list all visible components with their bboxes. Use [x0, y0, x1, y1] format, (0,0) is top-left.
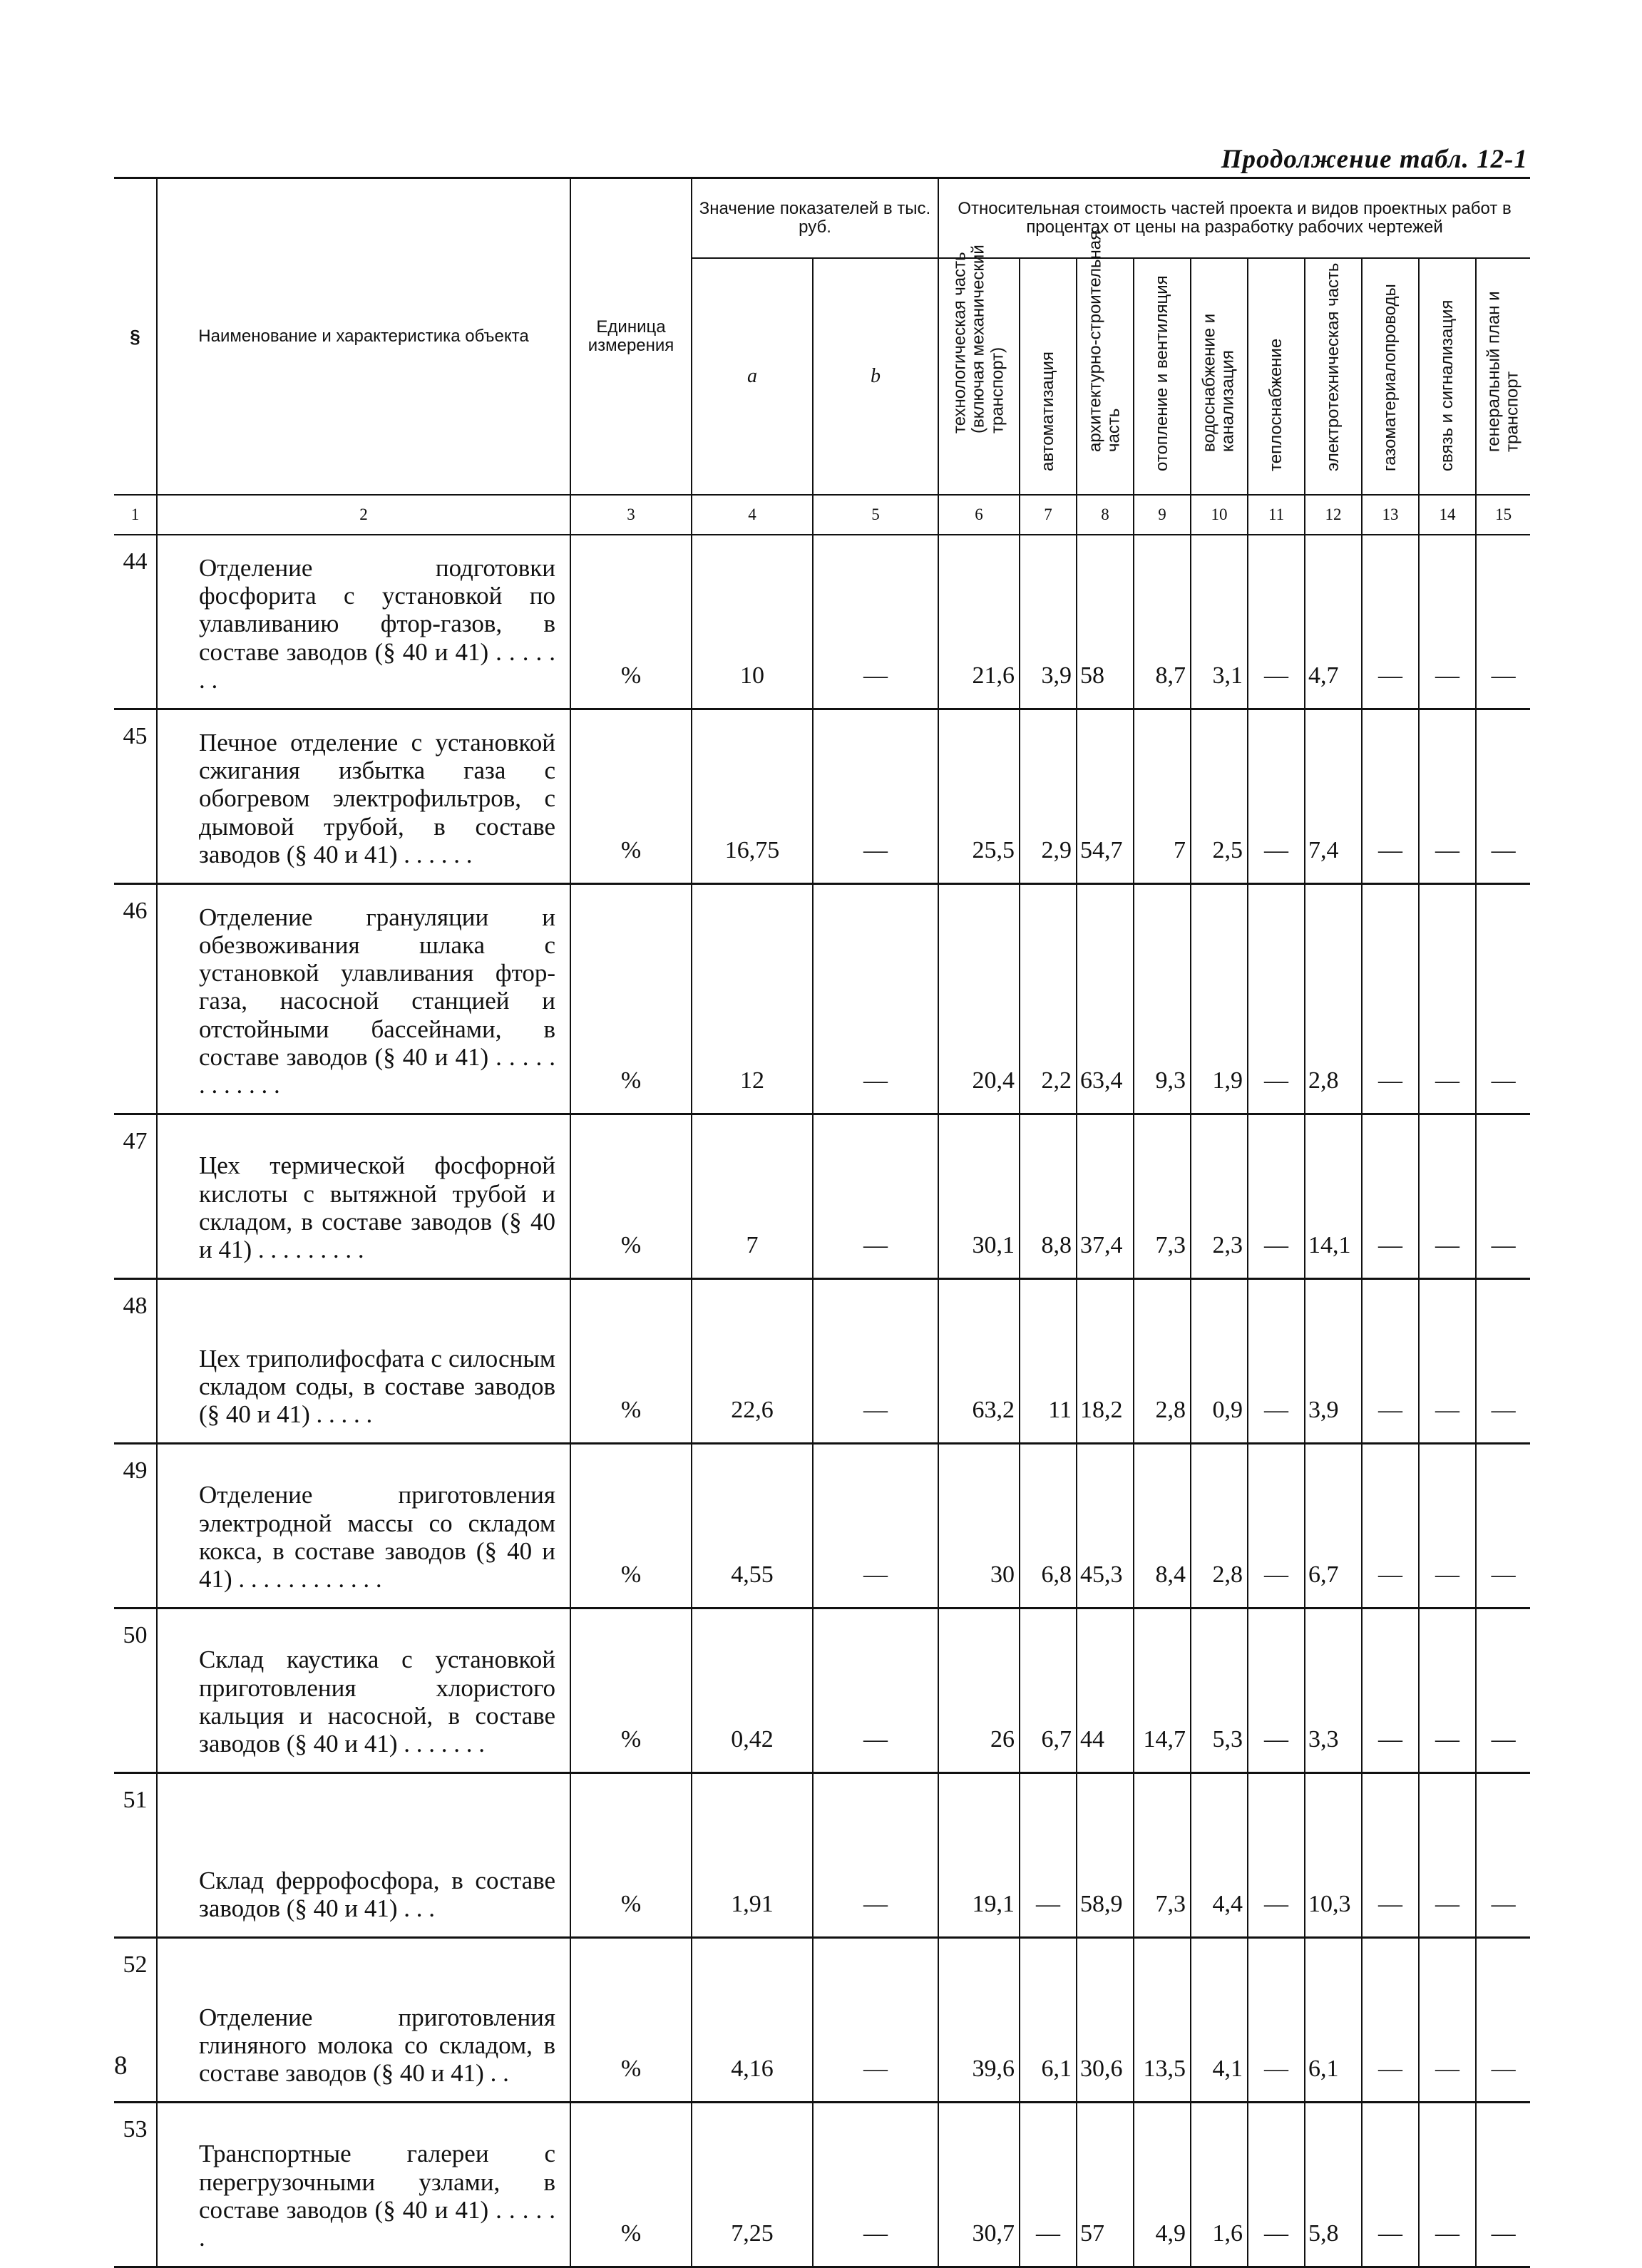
row-part-value: 20,4 — [938, 883, 1020, 1114]
row-value-b: — — [813, 1114, 938, 1279]
row-part-value: 58 — [1077, 535, 1134, 709]
row-part-value: — — [1476, 1114, 1530, 1279]
column-number: 15 — [1476, 495, 1530, 535]
row-part-value: 6,8 — [1020, 1444, 1077, 1608]
row-part-value: 4,1 — [1191, 1938, 1248, 2103]
row-part-value: 58,9 — [1077, 1773, 1134, 1938]
row-part-value: 1,9 — [1191, 883, 1248, 1114]
row-part-value: — — [1362, 1444, 1419, 1608]
row-part-value: — — [1476, 1444, 1530, 1608]
row-part-value: 14,1 — [1305, 1114, 1362, 1279]
row-part-value: 1,6 — [1191, 2103, 1248, 2267]
row-part-value: 13,5 — [1134, 1938, 1191, 2103]
header-part-6 — [1248, 258, 1305, 495]
row-part-value: 30,1 — [938, 1114, 1020, 1279]
row-part-value: 8,4 — [1134, 1444, 1191, 1608]
column-number: 12 — [1305, 495, 1362, 535]
row-unit: % — [570, 1279, 692, 1444]
row-value-b: — — [813, 1938, 938, 2103]
row-name: Цех термической фосфорной кислоты с вытяжной трубой и складом, в составе заводов (§ 40 и 41) . . . . . . . . . — [157, 1114, 570, 1279]
header-part-label: газоматериалопроводы — [1380, 283, 1400, 471]
header-values-group: Значение показателей в тыс. руб. — [692, 178, 938, 259]
row-part-value: 5,8 — [1305, 2103, 1362, 2267]
header-name: Наименование и характеристика объекта — [157, 178, 570, 496]
header-part-label: архитектурно-строительная часть — [1085, 231, 1124, 453]
row-part-value: 3,1 — [1191, 535, 1248, 709]
row-number: 44 — [114, 535, 157, 709]
row-part-value: — — [1476, 2103, 1530, 2267]
row-part-value: — — [1362, 709, 1419, 883]
header-cost-group: Относительная стоимость частей проекта и видов проектных работ в процентах от цены на разработку рабочих чертежей — [938, 178, 1530, 259]
row-value-a: 7 — [692, 1114, 813, 1279]
column-number: 9 — [1134, 495, 1191, 535]
row-unit: % — [570, 1938, 692, 2103]
row-part-value: 2,3 — [1191, 1114, 1248, 1279]
table-row — [114, 1279, 1530, 1444]
row-part-value: — — [1362, 883, 1419, 1114]
header-part-3 — [1077, 231, 1134, 495]
header-part-1 — [938, 245, 1020, 495]
row-part-value: — — [1419, 2103, 1476, 2267]
table-row — [114, 1773, 1530, 1938]
row-value-b: — — [813, 883, 938, 1114]
row-part-value: 2,9 — [1020, 709, 1077, 883]
table-row — [114, 709, 1530, 883]
row-part-value: — — [1248, 2103, 1305, 2267]
table-row — [114, 535, 1530, 709]
row-part-value: 3,3 — [1305, 1608, 1362, 1773]
row-part-value: 7,4 — [1305, 709, 1362, 883]
row-part-value: 2,8 — [1305, 883, 1362, 1114]
header-part-label: технологическая часть (включая механический транспорт) — [950, 245, 1007, 433]
row-part-value: — — [1476, 1279, 1530, 1444]
row-number: 52 — [114, 1938, 157, 2103]
row-part-value: 37,4 — [1077, 1114, 1134, 1279]
row-part-value: 44 — [1077, 1608, 1134, 1773]
header-part-8 — [1362, 258, 1419, 495]
row-part-value: 21,6 — [938, 535, 1020, 709]
row-part-value: — — [1419, 1608, 1476, 1773]
row-number: 49 — [114, 1444, 157, 1608]
column-number: 7 — [1020, 495, 1077, 535]
row-part-value: 39,6 — [938, 1938, 1020, 2103]
row-part-value: 30 — [938, 1444, 1020, 1608]
header-part-label: отопление и вентиляция — [1151, 274, 1171, 471]
column-number: 6 — [938, 495, 1020, 535]
row-part-value: 3,9 — [1305, 1279, 1362, 1444]
row-value-b: — — [813, 1608, 938, 1773]
row-value-a: 0,42 — [692, 1608, 813, 1773]
row-value-a: 7,25 — [692, 2103, 813, 2267]
header-part-7 — [1305, 258, 1362, 495]
row-unit: % — [570, 2103, 692, 2267]
row-name: Склад феррофосфора, в составе заводов (§ 40 и 41) . . . — [157, 1773, 570, 1938]
row-unit: % — [570, 1114, 692, 1279]
row-part-value: 4,9 — [1134, 2103, 1191, 2267]
row-part-value: — — [1419, 1938, 1476, 2103]
row-part-value: — — [1419, 883, 1476, 1114]
row-value-b: — — [813, 1279, 938, 1444]
row-number: 48 — [114, 1279, 157, 1444]
row-part-value: 3,9 — [1020, 535, 1077, 709]
header-section: § — [114, 178, 157, 496]
row-part-value: 6,7 — [1305, 1444, 1362, 1608]
row-part-value: 45,3 — [1077, 1444, 1134, 1608]
row-part-value: — — [1476, 883, 1530, 1114]
row-value-b: — — [813, 709, 938, 883]
row-part-value: 63,2 — [938, 1279, 1020, 1444]
row-part-value: 8,7 — [1134, 535, 1191, 709]
row-part-value: — — [1248, 709, 1305, 883]
header-part-label: связь и сигнализация — [1437, 299, 1457, 471]
row-part-value: — — [1419, 1773, 1476, 1938]
column-number: 8 — [1077, 495, 1134, 535]
header-part-label: теплоснабжение — [1266, 338, 1286, 471]
column-number: 10 — [1191, 495, 1248, 535]
row-unit: % — [570, 1444, 692, 1608]
row-part-value: — — [1362, 1114, 1419, 1279]
row-part-value: 2,8 — [1134, 1279, 1191, 1444]
row-unit: % — [570, 709, 692, 883]
row-part-value: 2,5 — [1191, 709, 1248, 883]
row-value-a: 22,6 — [692, 1279, 813, 1444]
row-part-value: — — [1476, 1773, 1530, 1938]
row-part-value: — — [1362, 1938, 1419, 2103]
row-part-value: — — [1248, 1114, 1305, 1279]
column-number: 1 — [114, 495, 157, 535]
row-part-value: — — [1362, 535, 1419, 709]
row-part-value: — — [1419, 535, 1476, 709]
row-number: 50 — [114, 1608, 157, 1773]
row-part-value: 54,7 — [1077, 709, 1134, 883]
row-number: 47 — [114, 1114, 157, 1279]
row-part-value: — — [1419, 709, 1476, 883]
row-part-value: — — [1362, 1608, 1419, 1773]
header-part-9 — [1419, 258, 1476, 495]
row-part-value: 2,2 — [1020, 883, 1077, 1114]
row-part-value: 6,7 — [1020, 1608, 1077, 1773]
header-part-2 — [1020, 258, 1077, 495]
row-part-value: 63,4 — [1077, 883, 1134, 1114]
row-part-value: 8,8 — [1020, 1114, 1077, 1279]
table-row — [114, 2103, 1530, 2267]
row-value-a: 16,75 — [692, 709, 813, 883]
row-part-value: — — [1476, 535, 1530, 709]
row-part-value: — — [1248, 1773, 1305, 1938]
row-part-value: — — [1248, 535, 1305, 709]
row-part-value: 6,1 — [1305, 1938, 1362, 2103]
row-value-a: 4,16 — [692, 1938, 813, 2103]
row-value-b: — — [813, 535, 938, 709]
row-part-value: 6,1 — [1020, 1938, 1077, 2103]
column-number: 13 — [1362, 495, 1419, 535]
row-name: Отделение подготовки фосфорита с установкой по улавливанию фтор-газов, в составе заводов (§ 40 и 41) . . . . . . . — [157, 535, 570, 709]
row-part-value: 57 — [1077, 2103, 1134, 2267]
row-part-value: 30,6 — [1077, 1938, 1134, 2103]
row-number: 53 — [114, 2103, 157, 2267]
header-part-label: электротехническая часть — [1323, 262, 1343, 471]
row-part-value: — — [1476, 1608, 1530, 1773]
row-part-value: — — [1248, 1608, 1305, 1773]
table-body — [114, 535, 1530, 2267]
row-part-value: — — [1248, 1938, 1305, 2103]
row-part-value: — — [1248, 1279, 1305, 1444]
continuation-caption: Продолжение табл. 12-1 — [1221, 145, 1528, 174]
table-row — [114, 1608, 1530, 1773]
row-part-value: — — [1362, 2103, 1419, 2267]
row-name: Отделение приготовления электродной массы со складом кокса, в составе заводов (§ 40 и 41) . . . . . . . . . . . . — [157, 1444, 570, 1608]
row-value-b: — — [813, 1773, 938, 1938]
row-name: Цех триполифосфата с силосным складом соды, в составе заводов (§ 40 и 41) . . . . . — [157, 1279, 570, 1444]
cost-table — [114, 177, 1530, 2268]
row-part-value: 7,3 — [1134, 1114, 1191, 1279]
column-number: 4 — [692, 495, 813, 535]
row-number: 51 — [114, 1773, 157, 1938]
header-b: b — [813, 258, 938, 495]
column-number: 3 — [570, 495, 692, 535]
row-name: Печное отделение с установкой сжигания избытка газа с обогревом электрофильтров, с дымовой трубой, в составе заводов (§ 40 и 41) . . . . . . — [157, 709, 570, 883]
header-a: a — [692, 258, 813, 495]
row-part-value: 4,4 — [1191, 1773, 1248, 1938]
row-part-value: — — [1020, 2103, 1077, 2267]
row-part-value: — — [1248, 1444, 1305, 1608]
header-part-label: водоснабжение и канализация — [1199, 314, 1238, 453]
header-part-label: генеральный план и транспорт — [1484, 291, 1522, 453]
row-part-value: 26 — [938, 1608, 1020, 1773]
row-unit: % — [570, 535, 692, 709]
row-part-value: — — [1476, 1938, 1530, 2103]
row-part-value: 25,5 — [938, 709, 1020, 883]
row-part-value: — — [1419, 1114, 1476, 1279]
row-value-a: 10 — [692, 535, 813, 709]
row-part-value: 14,7 — [1134, 1608, 1191, 1773]
row-part-value: 5,3 — [1191, 1608, 1248, 1773]
table-row — [114, 1114, 1530, 1279]
row-part-value: — — [1419, 1279, 1476, 1444]
row-part-value: 30,7 — [938, 2103, 1020, 2267]
page-number: 8 — [114, 2051, 128, 2080]
table-row — [114, 1938, 1530, 2103]
row-part-value: 7,3 — [1134, 1773, 1191, 1938]
row-part-value: 2,8 — [1191, 1444, 1248, 1608]
row-unit: % — [570, 1608, 692, 1773]
header-unit: Единица измерения — [570, 178, 692, 496]
row-part-value: 11 — [1020, 1279, 1077, 1444]
table-row — [114, 1444, 1530, 1608]
row-part-value: 10,3 — [1305, 1773, 1362, 1938]
row-value-a: 4,55 — [692, 1444, 813, 1608]
row-part-value: — — [1248, 883, 1305, 1114]
row-part-value: 7 — [1134, 709, 1191, 883]
row-value-b: — — [813, 2103, 938, 2267]
header-part-10 — [1476, 258, 1530, 495]
row-name: Отделение приготовления глиняного молока со складом, в составе заводов (§ 40 и 41) . . — [157, 1938, 570, 2103]
row-value-a: 12 — [692, 883, 813, 1114]
row-part-value: — — [1362, 1773, 1419, 1938]
column-number: 5 — [813, 495, 938, 535]
row-part-value: 9,3 — [1134, 883, 1191, 1114]
row-part-value: — — [1362, 1279, 1419, 1444]
header-part-4 — [1134, 258, 1191, 495]
row-part-value: 0,9 — [1191, 1279, 1248, 1444]
row-part-value: — — [1476, 709, 1530, 883]
row-value-a: 1,91 — [692, 1773, 813, 1938]
row-unit: % — [570, 1773, 692, 1938]
row-number: 45 — [114, 709, 157, 883]
row-name: Отделение грануляции и обезвоживания шлака с установкой улавливания фтор-газа, насосной станцией и отстойными бассейнами, в составе заводов (§ 40 и 41) . . . . . . . . . . . . — [157, 883, 570, 1114]
row-part-value: 19,1 — [938, 1773, 1020, 1938]
header-part-5 — [1191, 258, 1248, 495]
row-name: Склад каустика с установкой приготовления хлористого кальция и насосной, в составе заводов (§ 40 и 41) . . . . . . . — [157, 1608, 570, 1773]
header-part-label: автоматизация — [1037, 351, 1057, 471]
table-header — [114, 178, 1530, 535]
column-number: 2 — [157, 495, 570, 535]
row-part-value: — — [1020, 1773, 1077, 1938]
column-number: 14 — [1419, 495, 1476, 535]
column-number: 11 — [1248, 495, 1305, 535]
row-part-value: — — [1419, 1444, 1476, 1608]
table-row — [114, 883, 1530, 1114]
row-part-value: 4,7 — [1305, 535, 1362, 709]
row-value-b: — — [813, 1444, 938, 1608]
row-name: Транспортные галереи с перегрузочными узлами, в составе заводов (§ 40 и 41) . . . . . . — [157, 2103, 570, 2267]
row-unit: % — [570, 883, 692, 1114]
row-number: 46 — [114, 883, 157, 1114]
row-part-value: 18,2 — [1077, 1279, 1134, 1444]
